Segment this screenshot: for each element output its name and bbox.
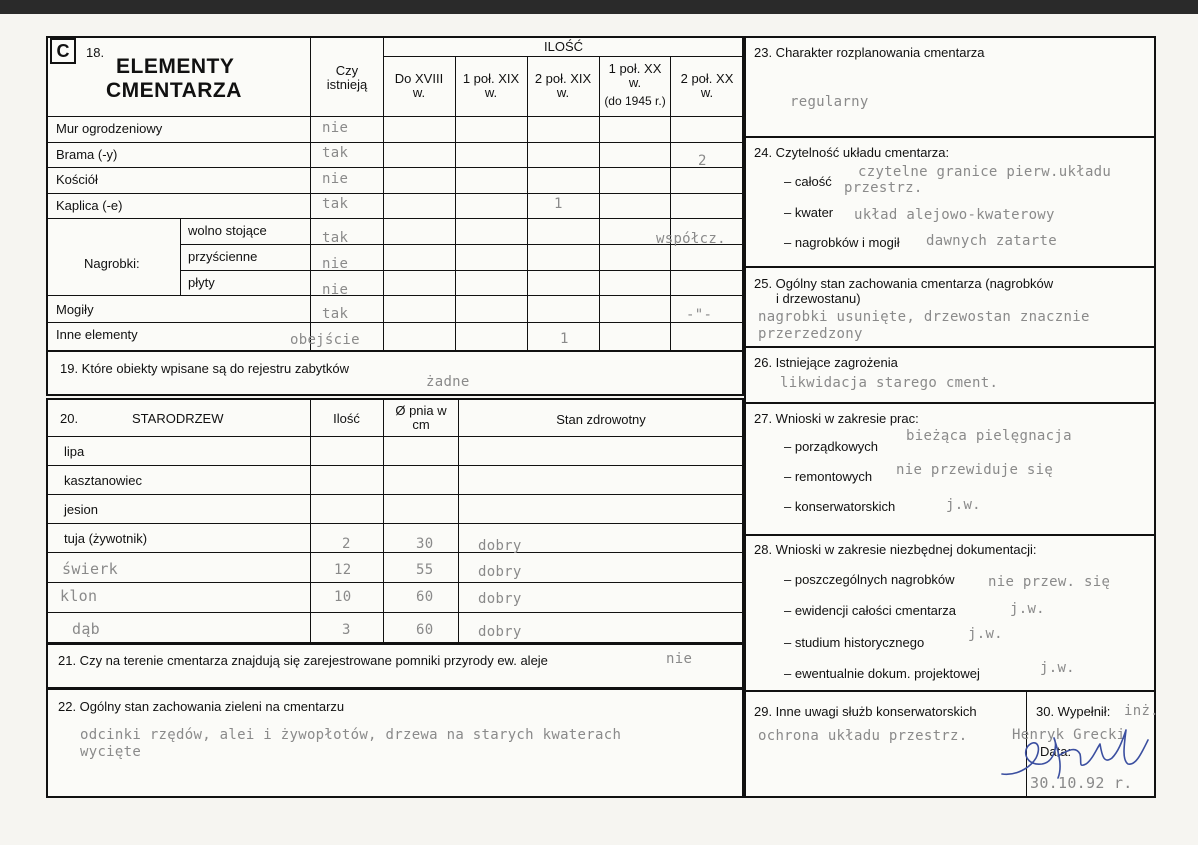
col-2pol-xix: 2 poł. XIX w. [534, 71, 592, 100]
signature-icon [996, 716, 1156, 786]
section-24-kwater-value: układ alejowo-kwaterowy [854, 207, 1055, 223]
section-22-label: 22. Ogólny stan zachowania zieleni na cmentarzu [58, 699, 345, 714]
section-27-c: – konserwatorskich [784, 499, 896, 514]
col-do-xviii: Do XVIII w. [394, 71, 444, 100]
section-24-nagrobkow-value: dawnych zatarte [926, 233, 1057, 249]
section-28-c: – studium historycznego [784, 635, 925, 650]
exists-value: tak [322, 306, 349, 322]
exists-value: nie [322, 256, 349, 272]
section-title-2: CMENTARZA [106, 79, 242, 102]
col-2pol-xx: 2 poł. XX w. [680, 71, 734, 100]
tree-count: 12 [334, 562, 352, 578]
exists-value: tak [322, 230, 349, 246]
section-30-label: 30. Wypełnił: [1036, 704, 1111, 719]
tree-name: kasztanowiec [64, 473, 143, 488]
section-24-calosc-value-2: przestrz. [844, 180, 923, 196]
form-sheet [46, 36, 1159, 798]
section-28-b: – ewidencji całości cmentarza [784, 603, 956, 618]
col-1pol-xix: 1 poł. XIX w. [462, 71, 520, 100]
section-21-value: nie [666, 651, 693, 667]
tree-name: jesion [64, 502, 98, 517]
section-21-label: 21. Czy na terenie cmentarza znajdują się zarejestrowane pomniki przyrody ew. aleje [58, 653, 548, 668]
filled-by-name: Henryk Grecki [1012, 727, 1126, 743]
tree-health: dobry [478, 591, 522, 607]
tree-name: lipa [64, 444, 85, 459]
section-28-a: – poszczególnych nagrobków [784, 572, 955, 587]
section-25-value-2: przerzedzony [758, 326, 863, 342]
count-2pol-xx: współcz. [656, 231, 726, 247]
row-label: Mur ogrodzeniowy [56, 121, 163, 136]
trees-table [46, 398, 744, 644]
section-27-b: – remontowych [784, 469, 873, 484]
scan-edge [0, 0, 1198, 14]
tree-name: klon [60, 587, 98, 605]
section-27-a: – porządkowych [784, 439, 878, 454]
section-letter: C [50, 38, 76, 64]
section-29-value: ochrona układu przestrz. [758, 728, 968, 744]
date-value: 30.10.92 r. [1030, 774, 1133, 792]
section-28-c-value: j.w. [968, 626, 1003, 642]
section-28-d-value: j.w. [1040, 660, 1075, 676]
section-19-label: 19. Które obiekty wpisane są do rejestru zabytków [60, 361, 350, 376]
section-25-value-1: nagrobki usunięte, drzewostan znacznie [758, 309, 1090, 325]
section-24-calosc-value-1: czytelne granice pierw.układu [858, 164, 1112, 180]
nagrobki-label: Nagrobki: [84, 256, 140, 271]
section-24-calosc: – całość [784, 174, 832, 189]
row-label: Brama (-y) [56, 147, 118, 162]
section-23-value: regularny [790, 94, 869, 110]
tree-health: dobry [478, 538, 522, 554]
tree-diameter: 55 [416, 562, 434, 578]
section-28-label: 28. Wnioski w zakresie niezbędnej dokumentacji: [754, 542, 1037, 557]
tree-health: dobry [478, 564, 522, 580]
exists-value: obejście [290, 332, 360, 348]
tree-name: tuja (żywotnik) [64, 531, 148, 546]
col-czy-istnieja: Czy istnieją [326, 63, 368, 92]
count-2pol-xx: 2 [698, 153, 707, 169]
section-24-nagrobkow: – nagrobków i mogił [784, 235, 900, 250]
section-24-label: 24. Czytelność układu cmentarza: [754, 145, 950, 160]
count-2pol-xix: 1 [554, 196, 563, 212]
section-27-label: 27. Wnioski w zakresie prac: [754, 411, 919, 426]
section-26-value: likwidacja starego cment. [780, 375, 999, 391]
tree-diameter: 60 [416, 622, 434, 638]
row-label: płyty [188, 275, 215, 290]
tree-health: dobry [478, 624, 522, 640]
col-1pol-xx: 1 poł. XX w. [608, 61, 662, 90]
section-27-a-value: bieżąca pielęgnacja [906, 428, 1072, 444]
tree-count: 2 [342, 536, 351, 552]
row-label: przyścienne [188, 249, 258, 264]
section-28-d: – ewentualnie dokum. projektowej [784, 666, 980, 681]
section-20-number: 20. [60, 411, 79, 426]
tree-diameter: 60 [416, 589, 434, 605]
col-1pol-xx-note: (do 1945 r.) [604, 94, 666, 108]
tree-name: dąb [72, 620, 100, 638]
section-number: 18. [86, 45, 105, 60]
row-label: wolno stojące [188, 223, 267, 238]
col-trunk-diameter: Ø pnia w cm [395, 403, 447, 432]
tree-diameter: 30 [416, 536, 434, 552]
filled-by-title: inż. [1124, 703, 1159, 719]
tree-name: świerk [62, 560, 118, 578]
section-22-value-2: wycięte [80, 744, 142, 760]
col-ilosc: ILOŚĆ [543, 39, 583, 54]
section-27-b-value: nie przewiduje się [896, 462, 1054, 478]
tree-count: 3 [342, 622, 351, 638]
section-20-title: STARODRZEW [132, 411, 224, 426]
section-29-label: 29. Inne uwagi służb konserwatorskich [754, 704, 977, 719]
exists-value: nie [322, 171, 349, 187]
section-26-label: 26. Istniejące zagrożenia [754, 355, 898, 370]
exists-value: nie [322, 282, 349, 298]
count-2pol-xix: 1 [560, 331, 569, 347]
section-28-b-value: j.w. [1010, 601, 1045, 617]
exists-value: tak [322, 196, 349, 212]
row-label: Mogiły [56, 302, 94, 317]
exists-value: tak [322, 145, 349, 161]
section-25-label-1: 25. Ogólny stan zachowania cmentarza (nagrobków [754, 276, 1054, 291]
section-22-value-1: odcinki rzędów, alei i żywopłotów, drzewa na starych kwaterach [80, 727, 622, 743]
section-27-c-value: j.w. [946, 497, 981, 513]
section-25-label-2: i drzewostanu) [776, 291, 861, 306]
section-title-1: ELEMENTY [116, 55, 235, 78]
section-28-a-value: nie przew. się [988, 574, 1111, 590]
row-label: Inne elementy [56, 327, 138, 342]
section-19-value: żadne [426, 374, 470, 390]
exists-value: nie [322, 120, 349, 136]
tree-count: 10 [334, 589, 352, 605]
section-24-kwater: – kwater [784, 205, 834, 220]
section-23-label: 23. Charakter rozplanowania cmentarza [754, 45, 985, 60]
col-health: Stan zdrowotny [556, 412, 646, 427]
row-label: Kaplica (-e) [56, 198, 123, 213]
count-2pol-xx: -"- [686, 307, 713, 323]
row-label: Kościół [56, 172, 98, 187]
date-label: Data: [1040, 744, 1072, 759]
col-tree-count: Ilość [333, 411, 360, 426]
